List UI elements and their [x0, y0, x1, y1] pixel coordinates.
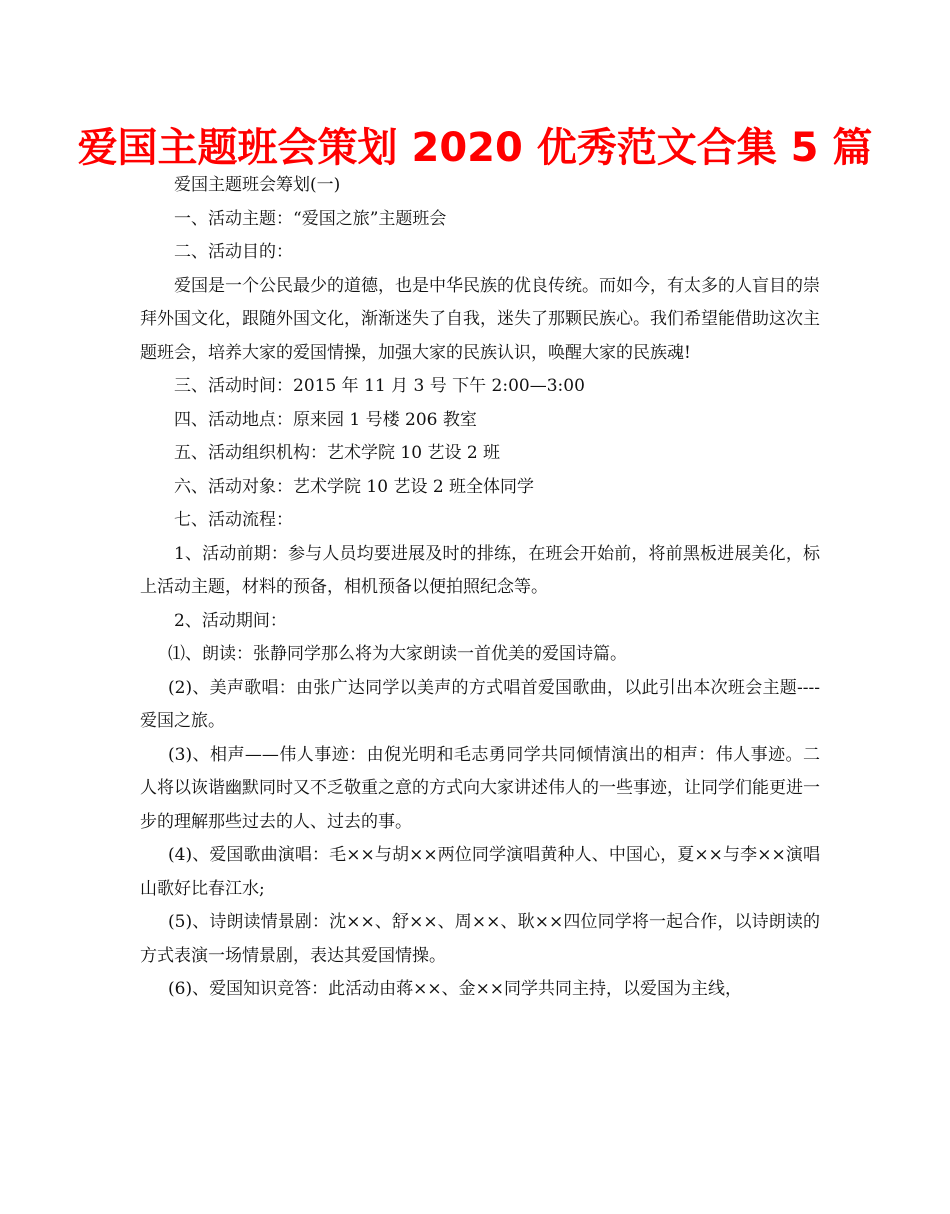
- paragraph: 二、活动目的：: [174, 242, 293, 262]
- list-item: (2)、美声歌唱：由张广达同学以美声的方式唱首爱国歌曲，以此引出本次班会主题----爱国之旅。: [140, 677, 820, 731]
- document-body: [140, 169, 820, 1007]
- paragraph: 四、活动地点：原来园 1 号楼 206 教室: [174, 409, 477, 430]
- list-item: ⑴、朗读：张静同学那么将为大家朗读一首优美的爱国诗篇。: [168, 644, 627, 664]
- paragraph: 一、活动主题：“爱国之旅”主题班会: [174, 208, 447, 229]
- list-item: (6)、爱国知识竞答：此活动由蒋××、金××同学共同主持，以爱国为主线，: [168, 979, 743, 999]
- paragraph: 六、活动对象：艺术学院 10 艺设 2 班全体同学: [174, 476, 535, 497]
- list-item: (5)、诗朗读情景剧：沈××、舒××、周××、耿××四位同学将一起合作，以诗朗读的方式表演一场情景剧，表达其爱国情操。: [140, 912, 820, 966]
- paragraph: 三、活动时间：2015 年 11 月 3 号 下午 2:00—3:00: [174, 376, 585, 396]
- section-heading: 爱国主题班会筹划(一): [174, 175, 341, 195]
- paragraph: 五、活动组织机构：艺术学院 10 艺设 2 班: [174, 443, 501, 463]
- paragraph: 2、活动期间：: [174, 610, 287, 631]
- list-item: (3)、相声——伟人事迹：由倪光明和毛志勇同学共同倾情演出的相声：伟人事迹。二人将以诙谐幽默同时又不乏敬重之意的方式向大家讲述伟人的一些事迹，让同学们能更进一步的理解那些过去的人、过去的事。: [140, 744, 820, 832]
- paragraph: 1、活动前期：参与人员均要进展及时的排练，在班会开始前，将前黑板进展美化，标上活动主题，材料的预备，相机预备以便拍照纪念等。: [140, 543, 820, 597]
- list-item: (4)、爱国歌曲演唱：毛××与胡××两位同学演唱黄种人、中国心，夏××与李××演唱山歌好比春江水;: [140, 845, 820, 899]
- document-title: 爱国主题班会策划 2020 优秀范文合集 5 篇: [77, 125, 873, 171]
- paragraph: 爱国是一个公民最少的道德，也是中华民族的优良传统。而如今，有太多的人盲目的崇拜外国文化，跟随外国文化，渐渐迷失了自我，迷失了那颗民族心。我们希望能借助这次主题班会，培养大家的爱国情操，加强大家的民族认识，唤醒大家的民族魂!: [140, 275, 820, 363]
- paragraph: 七、活动流程：: [174, 510, 293, 530]
